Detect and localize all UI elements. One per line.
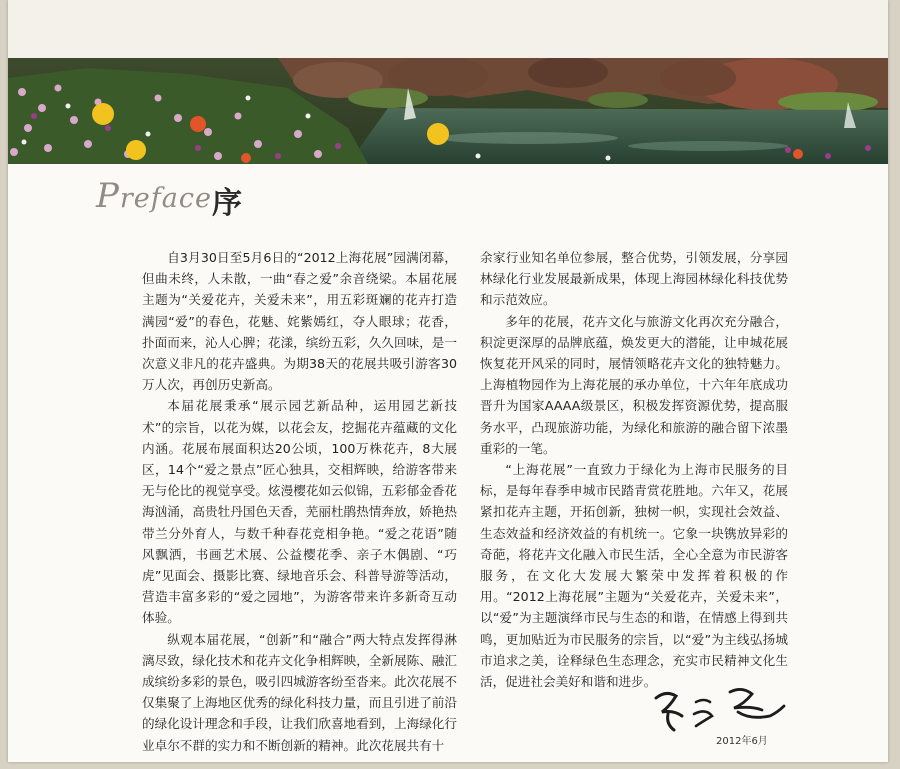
page-top-margin — [8, 0, 888, 58]
text-column-left — [142, 247, 457, 756]
paragraph-continued: 余家行业知名单位参展，整合优势，引领发展，分享园林绿化行业发展最新成果，体现上海园林绿化科技优势和示范效应。 — [480, 250, 788, 308]
text-column-right — [480, 247, 788, 692]
paragraph: 本届花展秉承“展示园艺新品种，运用园艺新技术”的宗旨，以花为媒，以花会友，挖掘花卉蕴藏的文化内涵。花展布展面积达20公顷，100万株花卉，8大展区，14个“爱之景点”匠心独具，交相辉映，给游客带来无与伦比的视觉享受。炫漫樱花如云似锦，五彩郁金香花海汹涌，高贵牡丹国色天香，芜丽杜鹃热情奔放，娇艳热带兰分外育人，与数千种春花竞相争艳。“爱之花语”随风飘洒，书画艺术展、公益樱花季、亲子木偶剧、“巧虎”见面会、摄影比赛、绿地音乐会、科普导游等活动，营造丰富多彩的“爱之园地”，为游客带来许多新奇互动体验。 — [142, 398, 457, 626]
garden-banner-image — [8, 58, 888, 164]
paragraph: “上海花展”一直致力于绿化为上海市民服务的目标，是每年春季申城市民踏青赏花胜地。六年又，花展紧扣花卉主题，开拓创新，独树一帜，实现社会效益、生态效益和经济效益的有机统一。它象一块镌放异彩的奇葩，将花卉文化融入市民生活，全心全意为市民游客服务，在文化大发展大繁荣中发挥着积极的作用。“2012上海花展”主题为“关爱花卉，关爱未来”，以“爱”为主题演绎市民与生态的和谐，在情感上得到共鸣，更加贴近为市民服务的宗旨，以“爱”为主线弘扬城市追求之美，诠释绿色生态理念，充实市民精神文化生活，促进社会美好和谐和进步。 — [480, 462, 788, 690]
paragraph: 多年的花展，花卉文化与旅游文化再次充分融合，积淀更深厚的品牌底蕴，焕发更大的潜能，让申城花展恢复花开风采的同时，展情领略花卉文化的独特魅力。上海植物园作为上海花展的承办单位，十六年年底成功晋升为国家AAAA级景区，积极发挥资源优势，提高服务水平，凸现旅游功能，为绿化和旅游的融合留下浓墨重彩的一笔。 — [480, 313, 788, 456]
paragraph: 自3月30日至5月6日的“2012上海花展”园满闭幕，但曲未终，人未散，一曲“春之爱”余音绕梁。本届花展主题为“关爱花卉，关爱未来”，用五彩斑斓的花卉打造满园“爱”的春色，花魅、姹紫嫣红，夺人眼球；花香，扑面而来，沁人心脾；花漾，缤纷五彩，久久回味，是一次意义非凡的花卉盛典。为期38天的花展共吸引游客30万人次，再创历史新高。 — [142, 250, 457, 393]
preface-date: 2012年6月 — [716, 736, 768, 747]
paragraph: 纵观本届花展，“创新”和“融合”两大特点发挥得淋漓尽致，绿化技术和花卉文化争相辉映，全新展陈、融汇成缤纷多彩的景色，吸引四城游客纷至沓来。此次花展不仅集聚了上海地区优秀的绿化科技力量，而且引进了前沿的绿化设计理念和手段，让我们欣喜地看到，上海绿化行业卓尔不群的实力和不断创新的精神。此次花展共有十 — [142, 631, 457, 753]
preface-heading — [96, 176, 242, 221]
document-page — [8, 0, 888, 762]
preface-chinese-title: 序 — [212, 186, 242, 221]
preface-english-title: Preface — [96, 176, 212, 216]
handwritten-signature — [652, 676, 792, 736]
